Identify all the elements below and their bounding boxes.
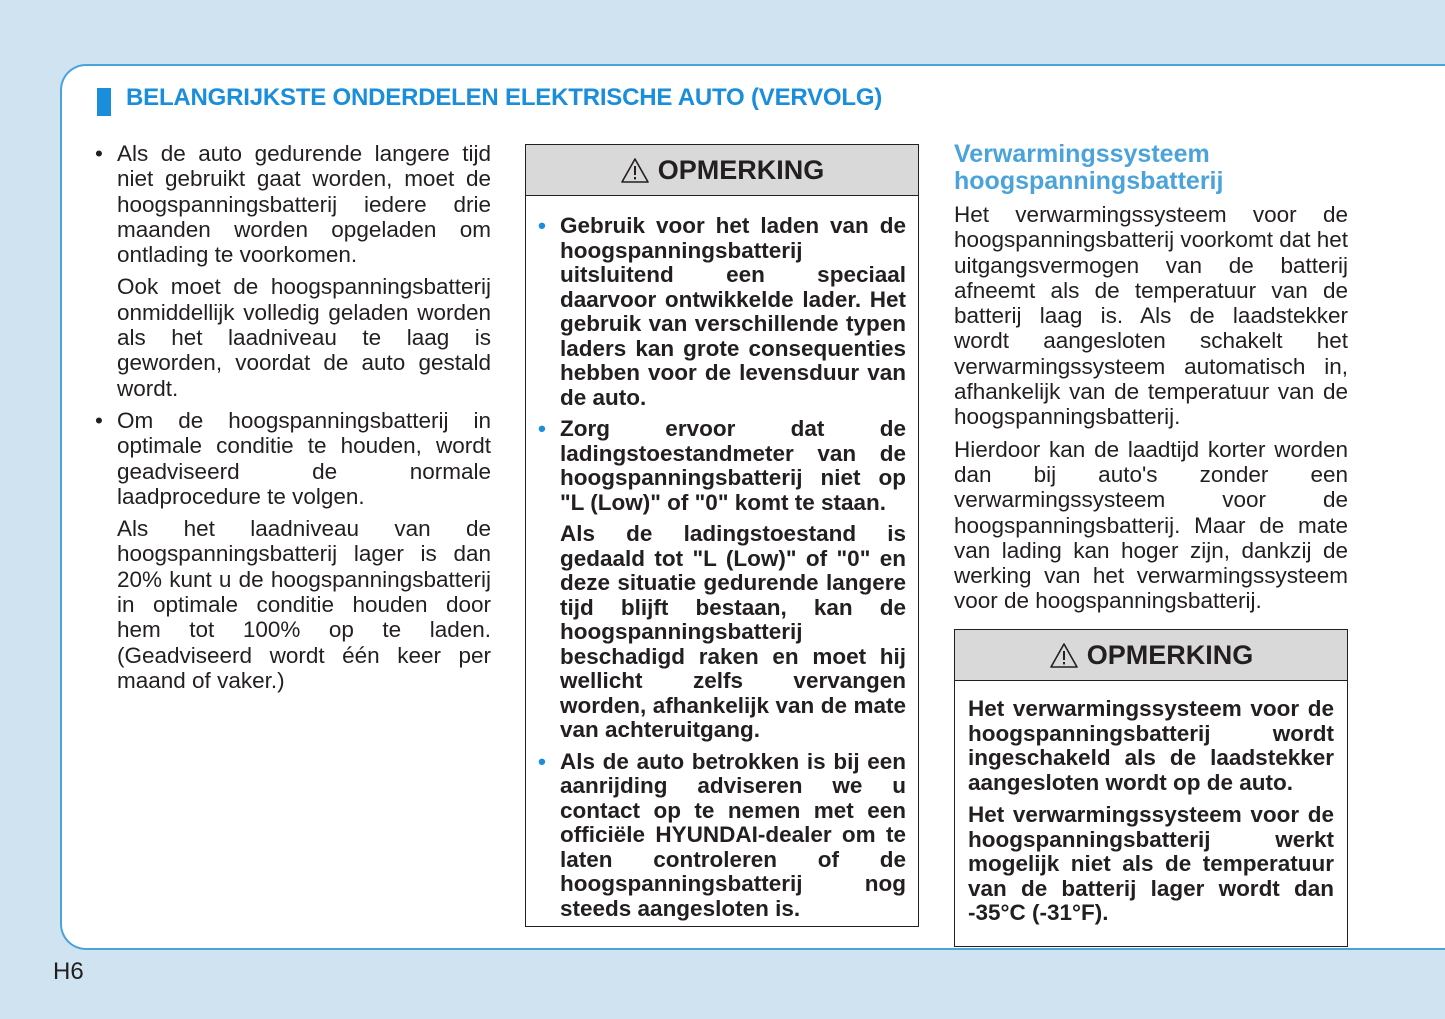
- page-title: BELANGRIJKSTE ONDERDELEN ELEKTRISCHE AUTO (VERVOLG): [126, 84, 883, 111]
- warning-triangle-icon: [620, 157, 650, 184]
- right-column: [954, 141, 1348, 614]
- notice-box-right: [954, 629, 1348, 947]
- list-item-continuation: Ook moet de hoogspanningsbatterij onmiddellijk volledig geladen worden als het laadniveau te laag is geworden, voordat de auto gestald wordt.: [117, 274, 491, 401]
- notice-item: [538, 214, 906, 410]
- notice-box-middle: [525, 144, 919, 927]
- notice-paragraph: Het verwarmingssysteem voor de hoogspanningsbatterij wordt ingeschakeld als de laadstekker aangesloten wordt op de auto.: [968, 696, 1334, 795]
- notice-heading: OPMERKING: [1086, 639, 1254, 670]
- list-item: [95, 408, 491, 509]
- list-item-text: Om de hoogspanningsbatterij in optimale conditie te houden, wordt geadviseerd de normale laadprocedure te volgen.: [117, 407, 491, 509]
- page-number: H6: [53, 958, 84, 985]
- left-column: [95, 141, 491, 693]
- notice-item: [538, 417, 906, 515]
- list-item-continuation: Als het laadniveau van de hoogspanningsbatterij lager is dan 20% kunt u de hoogspanningsbatterij in optimale conditie houden door hem tot 100% op te laden. (Geadviseerd wordt één keer per maand of vaker.): [117, 516, 491, 693]
- notice-header: [526, 145, 918, 196]
- notice-body: [526, 196, 918, 921]
- notice-item-continuation: Als de ladingstoestand is gedaald tot "L (Low)" of "0" en deze situatie gedurende langere tijd blijft bestaan, kan de hoogspanningsbatterij beschadigd raken en moet hij wellicht zelfs vervangen worden, afhankelijk van de mate van achteruitgang.: [560, 521, 906, 742]
- list-item: [95, 141, 491, 267]
- notice-paragraph: Het verwarmingssysteem voor de hoogspanningsbatterij werkt mogelijk niet als de temperatuur van de batterij lager wordt dan -35°C (-31°F).: [968, 802, 1334, 925]
- notice-body: [955, 681, 1347, 926]
- bullet-dot: •: [538, 416, 546, 441]
- bullet-dot: •: [95, 407, 103, 433]
- notice-heading: OPMERKING: [657, 154, 825, 185]
- list-item-text: Als de auto gedurende langere tijd niet gebruikt gaat worden, moet de hoogspanningsbatterij iedere drie maanden worden opgeladen om ontlading te voorkomen.: [117, 141, 491, 268]
- paragraph: Hierdoor kan de laadtijd korter worden dan bij auto's zonder een verwarmingssysteem voor de hoogspanningsbatterij. Maar de mate van lading kan hoger zijn, dankzij de werking van het verwarmingssysteem voor de hoogspanningsbatterij.: [954, 436, 1348, 614]
- notice-item-text: Als de auto betrokken is bij een aanrijding adviseren we u contact op te nemen met een officiële HYUNDAI-dealer om te laten controleren of de hoogspanningsbatterij nog steeds aangesloten is.: [560, 748, 906, 921]
- paragraph: Het verwarmingssysteem voor de hoogspanningsbatterij voorkomt dat het uitgangsvermogen van de batterij afneemt als de temperatuur van de batterij laag is. Als de laadstekker wordt aangesloten schakelt het verwarmingssysteem automatisch in, afhankelijk van de temperatuur van de hoogspanningsbatterij.: [954, 202, 1349, 430]
- bullet-dot: •: [538, 748, 546, 774]
- notice-header: [955, 630, 1347, 681]
- warning-triangle-icon: [1049, 642, 1079, 669]
- section-subheading: Verwarmingssysteem hoogspanningsbatterij: [954, 140, 1224, 195]
- bullet-dot: •: [95, 141, 103, 166]
- notice-item-text: Gebruik voor het laden van de hoogspanningsbatterij uitsluitend een speciaal daarvoor ontwikkelde lader. Het gebruik van verschillende typen laders kan grote consequenties hebben voor de levensduur van de auto.: [560, 213, 906, 410]
- bullet-dot: •: [538, 213, 546, 238]
- notice-item-text: Zorg ervoor dat de ladingstoestandmeter van de hoogspanningsbatterij niet op "L (Low)" of "0" komt te staan.: [560, 416, 906, 515]
- notice-item: [538, 750, 906, 922]
- title-accent-bar: [97, 88, 111, 116]
